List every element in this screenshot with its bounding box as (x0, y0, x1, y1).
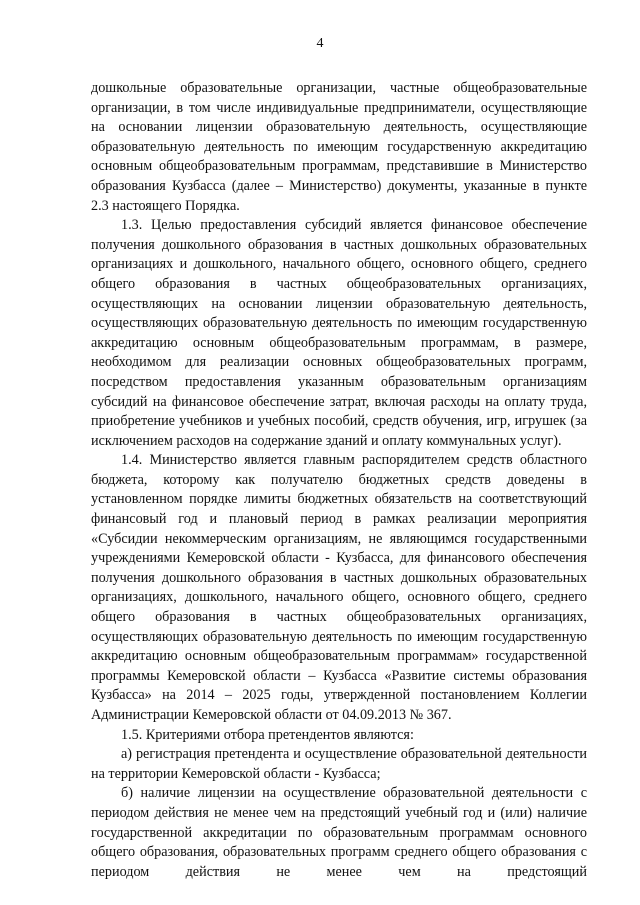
criterion-a: а) регистрация претендента и осуществление образовательной деятельности на территории Кемеровской области - Кузбасса; (91, 746, 587, 782)
paragraph-1-5: 1.5. Критериями отбора претендентов являются: (121, 726, 414, 743)
document-body (91, 79, 587, 882)
paragraph-continuation: дошкольные образовательные организации, частные общеобразовательные организации, в том числе индивидуальные предприниматели, осуществляющие на основании лицензии образовательную деятельность, осуществляющие образовательную деятельность по имеющим государственную аккредитацию основным общеобразовательным программам, представившие в Министерство образования Кузбасса (далее – Министерство) документы, указанные в пункте 2.3 настоящего Порядка. (91, 80, 587, 214)
paragraph-1-4: 1.4. Министерство является главным распорядителем средств областного бюджета, которому как получателю бюджетных средств доведены в установленном порядке лимиты бюджетных обязательств на соответствующий финансовый год и плановый период в рамках реализации мероприятия «Субсидии некоммерческим организациям, не являющимся государственными учреждениями Кемеровской области - Кузбасса, для финансового обеспечения получения дошкольного образования в частных дошкольных образовательных организациях, дошкольного, начального общего, основного общего, среднего общего образования в частных общеобразовательных организациях, осуществляющих образовательную деятельность по имеющим государственную аккредитацию основным общеобразовательным программам» государственной программы Кемеровской области – Кузбасса «Развитие системы образования Кузбасса» на 2014 – 2025 годы, утвержденной постановлением Коллегии Администрации Кемеровской области от 04.09.2013 № 367. (91, 452, 587, 723)
paragraph-1-3: 1.3. Целью предоставления субсидий является финансовое обеспечение получения дошкольного образования в частных дошкольных образовательных организациях и дошкольного, начального общего, основного общего, среднего общего образования в частных общеобразовательных организациях, осуществляющих на основании лицензии образовательную деятельность, осуществляющих образовательную деятельность по имеющим государственную аккредитацию основным общеобразовательным программам, в размере, необходимом для реализации основных общеобразовательных программ, посредством предоставления указанным образовательным организациям субсидий на финансовое обеспечение затрат, включая расходы на оплату труда, приобретение учебников и учебных пособий, средств обучения, игр, игрушек (за исключением расходов на содержание зданий и оплату коммунальных услуг). (91, 217, 587, 449)
criterion-b: б) наличие лицензии на осуществление образовательной деятельности с периодом действия не менее чем на предстоящий учебный год и (или) наличие государственной аккредитации по образовательным программам основного общего образования, образовательных программ среднего общего образования с периодом действия не менее чем на предстоящий (91, 785, 587, 880)
page-number: 4 (316, 36, 324, 51)
